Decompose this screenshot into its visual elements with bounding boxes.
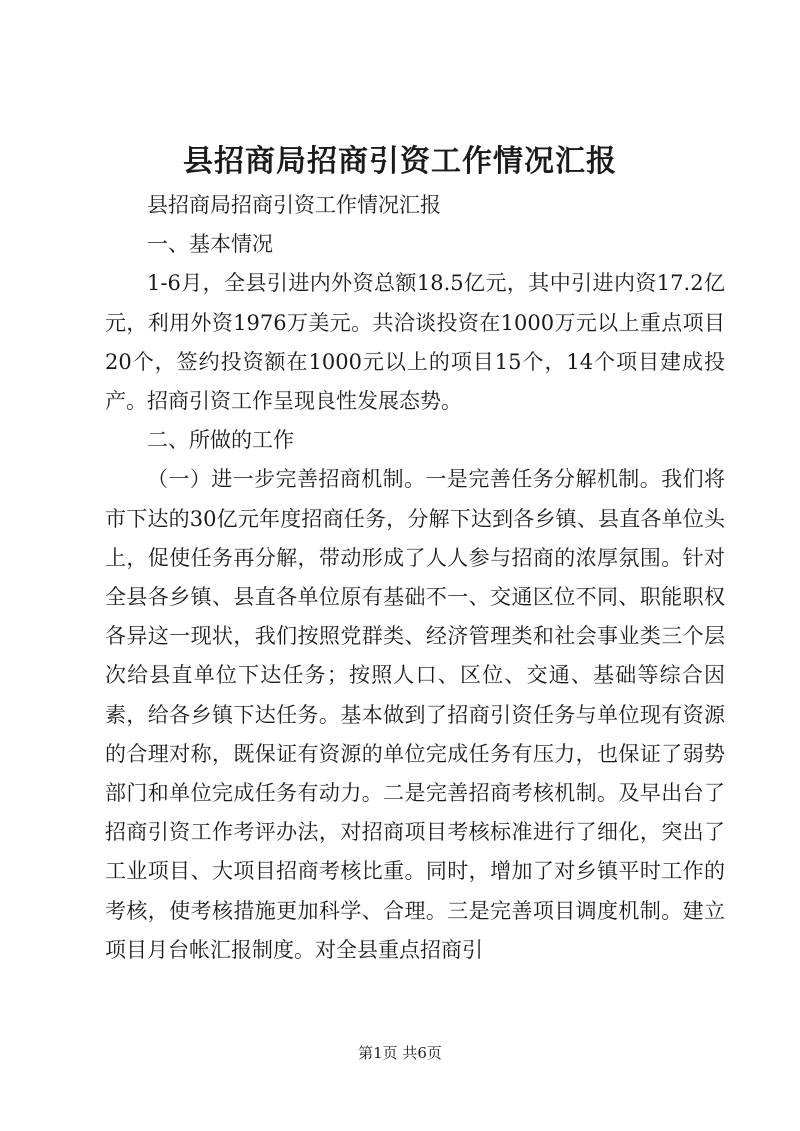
paragraph-subtitle: 县招商局招商引资工作情况汇报: [147, 193, 441, 217]
page-number-footer: 第1页 共6页: [358, 1044, 442, 1062]
paragraph-basic-situation: 1-6月，全县引进内外资总额18.5亿元，其中引进内资17.2亿元，利用外资1976万美元。共洽谈投资在1000万元以上重点项目20个，签约投资额在1000元以上的项目15个，14个项目建成投产。招商引资工作呈现良性发展态势。: [105, 271, 725, 414]
section-heading-work-done: 二、所做的工作: [147, 428, 294, 453]
paragraph-work-done: （一）进一步完善招商机制。一是完善任务分解机制。我们将市下达的30亿元年度招商任务，分解下达到各乡镇、县直各单位头上，促使任务再分解，带动形成了人人参与招商的浓厚氛围。针对全县各乡镇、县直各单位原有基础不一、交通区位不同、职能职权各异这一现状，我们按照党群类、经济管理类和社会事业类三个层次给县直单位下达任务；按照人口、区位、交通、基础等综合因素，给各乡镇下达任务。基本做到了招商引资任务与单位现有资源的合理对称，既保证有资源的单位完成任务有压力，也保证了弱势部门和单位完成任务有动力。二是完善招商考核机制。及早出台了招商引资工作考评办法，对招商项目考核标准进行了细化，突出了工业项目、大项目招商考核比重。同时，增加了对乡镇平时工作的考核，使考核措施更加科学、合理。三是完善项目调度机制。建立项目月台帐汇报制度。对全县重点招商引: [105, 467, 725, 962]
document-body: [105, 186, 725, 970]
section-heading-basic-situation: 一、基本情况: [147, 232, 273, 257]
document-title: 县招商局招商引资工作情况汇报: [183, 144, 617, 179]
